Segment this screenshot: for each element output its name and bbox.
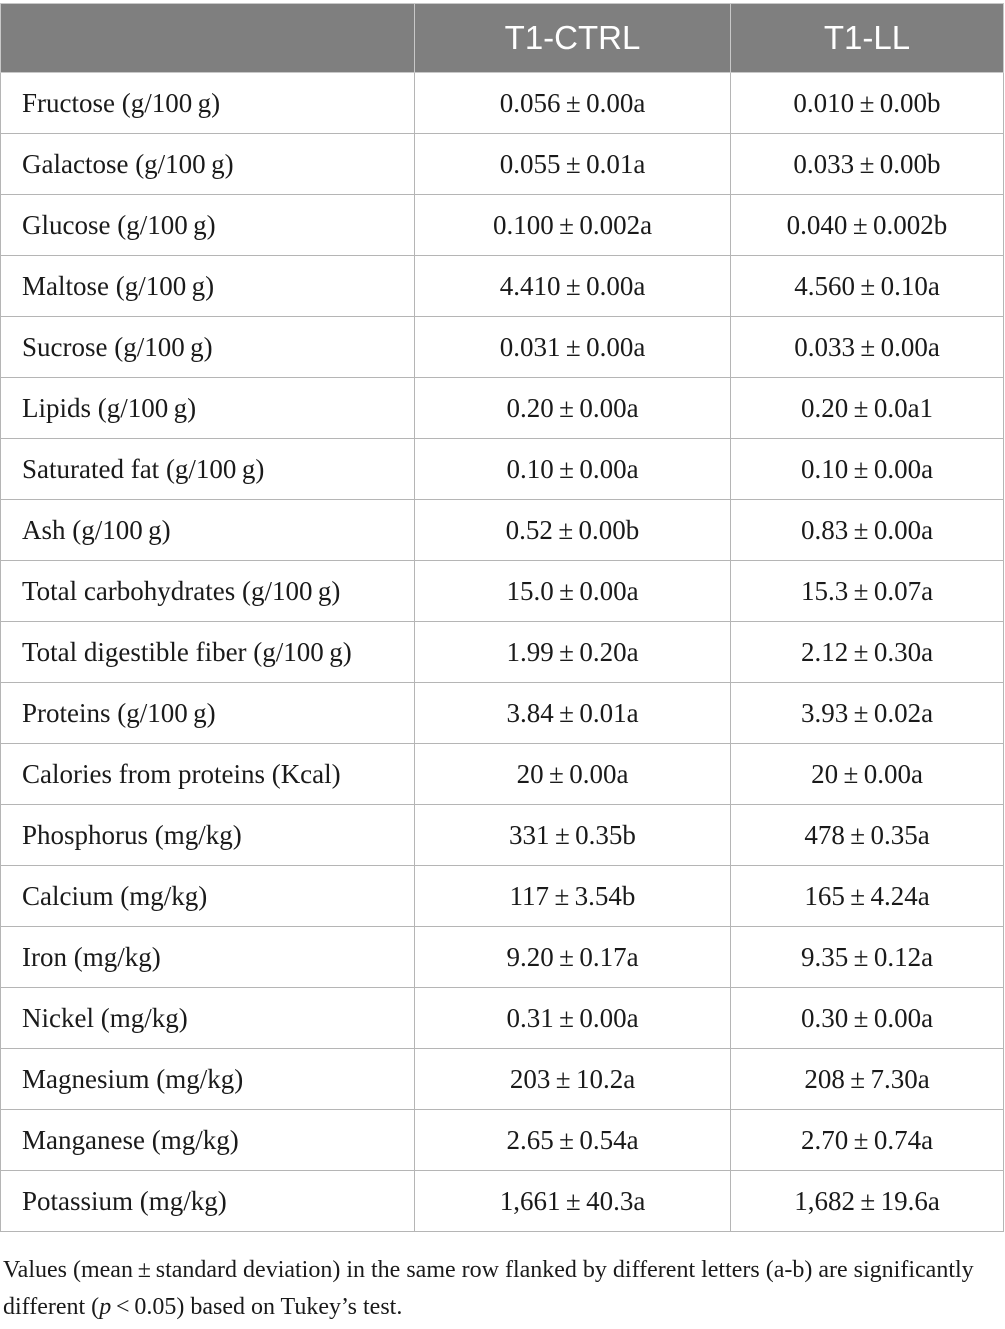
footnote-text-start: Values (mean ± standard deviation) in the same row flanked by different letters (a-b) are significantly different ( [3, 1257, 974, 1320]
value-t1-ll: 478 ± 0.35a [731, 805, 1004, 866]
table-row [1, 1049, 1004, 1110]
row-label: Phosphorus (mg/kg) [1, 805, 415, 866]
row-label: Manganese (mg/kg) [1, 1110, 415, 1171]
value-t1-ll: 0.010 ± 0.00b [731, 73, 1004, 134]
header-row [1, 4, 1004, 73]
row-label: Total digestible fiber (g/100 g) [1, 622, 415, 683]
table-row [1, 805, 1004, 866]
table-body [1, 73, 1004, 1232]
table-row [1, 256, 1004, 317]
row-label: Ash (g/100 g) [1, 500, 415, 561]
value-t1-ctrl: 15.0 ± 0.00a [415, 561, 731, 622]
table-footnote [3, 1252, 998, 1326]
table-row [1, 744, 1004, 805]
value-t1-ctrl: 0.056 ± 0.00a [415, 73, 731, 134]
value-t1-ctrl: 20 ± 0.00a [415, 744, 731, 805]
value-t1-ctrl: 0.20 ± 0.00a [415, 378, 731, 439]
table-row [1, 500, 1004, 561]
row-label: Potassium (mg/kg) [1, 1171, 415, 1232]
header-cell-parameter [1, 4, 415, 73]
table-row [1, 622, 1004, 683]
row-label: Calories from proteins (Kcal) [1, 744, 415, 805]
value-t1-ll: 0.30 ± 0.00a [731, 988, 1004, 1049]
footnote-p-symbol: p [99, 1294, 112, 1320]
table-row [1, 378, 1004, 439]
table-row [1, 561, 1004, 622]
row-label: Calcium (mg/kg) [1, 866, 415, 927]
table-row [1, 1171, 1004, 1232]
row-label: Total carbohydrates (g/100 g) [1, 561, 415, 622]
value-t1-ll: 1,682 ± 19.6a [731, 1171, 1004, 1232]
value-t1-ll: 2.70 ± 0.74a [731, 1110, 1004, 1171]
value-t1-ctrl: 0.031 ± 0.00a [415, 317, 731, 378]
footnote-text-end: < 0.05) based on Tukey’s test. [111, 1294, 403, 1320]
row-label: Maltose (g/100 g) [1, 256, 415, 317]
value-t1-ll: 0.10 ± 0.00a [731, 439, 1004, 500]
value-t1-ctrl: 0.10 ± 0.00a [415, 439, 731, 500]
table-row [1, 683, 1004, 744]
table-row [1, 988, 1004, 1049]
row-label: Fructose (g/100 g) [1, 73, 415, 134]
table-row [1, 317, 1004, 378]
value-t1-ll: 20 ± 0.00a [731, 744, 1004, 805]
table-row [1, 866, 1004, 927]
row-label: Glucose (g/100 g) [1, 195, 415, 256]
table-row [1, 134, 1004, 195]
value-t1-ll: 0.033 ± 0.00a [731, 317, 1004, 378]
table-row [1, 927, 1004, 988]
value-t1-ll: 0.83 ± 0.00a [731, 500, 1004, 561]
value-t1-ctrl: 3.84 ± 0.01a [415, 683, 731, 744]
value-t1-ctrl: 0.52 ± 0.00b [415, 500, 731, 561]
value-t1-ll: 9.35 ± 0.12a [731, 927, 1004, 988]
value-t1-ctrl: 117 ± 3.54b [415, 866, 731, 927]
value-t1-ctrl: 1,661 ± 40.3a [415, 1171, 731, 1232]
row-label: Iron (mg/kg) [1, 927, 415, 988]
value-t1-ctrl: 0.31 ± 0.00a [415, 988, 731, 1049]
value-t1-ll: 208 ± 7.30a [731, 1049, 1004, 1110]
row-label: Sucrose (g/100 g) [1, 317, 415, 378]
value-t1-ctrl: 9.20 ± 0.17a [415, 927, 731, 988]
value-t1-ctrl: 2.65 ± 0.54a [415, 1110, 731, 1171]
value-t1-ctrl: 1.99 ± 0.20a [415, 622, 731, 683]
row-label: Galactose (g/100 g) [1, 134, 415, 195]
value-t1-ctrl: 203 ± 10.2a [415, 1049, 731, 1110]
value-t1-ll: 0.033 ± 0.00b [731, 134, 1004, 195]
table-header [1, 4, 1004, 73]
header-cell-t1-ll: T1-LL [731, 4, 1004, 73]
value-t1-ll: 0.040 ± 0.002b [731, 195, 1004, 256]
row-label: Proteins (g/100 g) [1, 683, 415, 744]
value-t1-ctrl: 0.055 ± 0.01a [415, 134, 731, 195]
nutrition-table-container [0, 3, 1003, 1232]
row-label: Lipids (g/100 g) [1, 378, 415, 439]
table-row [1, 439, 1004, 500]
table-row [1, 73, 1004, 134]
header-cell-t1-ctrl: T1-CTRL [415, 4, 731, 73]
value-t1-ll: 165 ± 4.24a [731, 866, 1004, 927]
value-t1-ll: 2.12 ± 0.30a [731, 622, 1004, 683]
row-label: Saturated fat (g/100 g) [1, 439, 415, 500]
row-label: Nickel (mg/kg) [1, 988, 415, 1049]
value-t1-ll: 3.93 ± 0.02a [731, 683, 1004, 744]
value-t1-ll: 0.20 ± 0.0a1 [731, 378, 1004, 439]
value-t1-ll: 15.3 ± 0.07a [731, 561, 1004, 622]
nutrition-table [0, 3, 1004, 1232]
value-t1-ctrl: 4.410 ± 0.00a [415, 256, 731, 317]
value-t1-ctrl: 331 ± 0.35b [415, 805, 731, 866]
row-label: Magnesium (mg/kg) [1, 1049, 415, 1110]
table-row [1, 195, 1004, 256]
value-t1-ctrl: 0.100 ± 0.002a [415, 195, 731, 256]
table-row [1, 1110, 1004, 1171]
value-t1-ll: 4.560 ± 0.10a [731, 256, 1004, 317]
